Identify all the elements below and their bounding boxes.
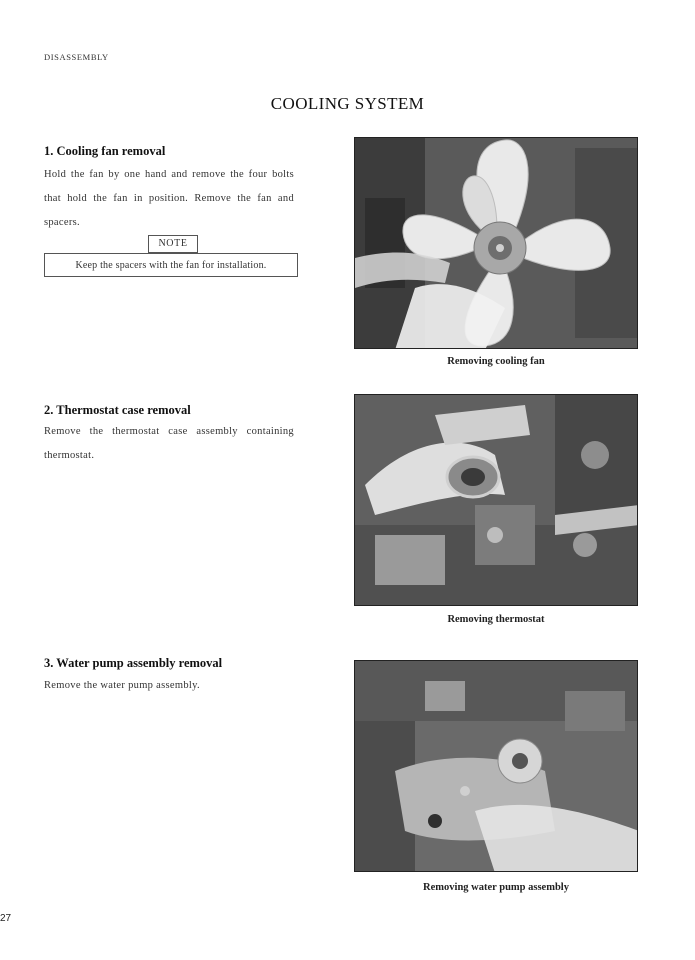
section-3-text: Remove the water pump assembly. [44,680,200,691]
photo-caption-thermostat: Removing thermostat [447,614,545,625]
thermostat-photo [354,394,638,606]
cooling-fan-photo [354,137,638,349]
photo-caption-water-pump: Removing water pump assembly [423,882,569,893]
note-box: Keep the spacers with the fan for installation. [44,253,298,277]
section-3-heading: 3. Water pump assembly removal [44,656,223,670]
section-header: DISASSEMBLY [44,52,109,62]
water-pump-photo [354,660,638,872]
note-label: NOTE [148,235,198,253]
section-1-text: Hold the fan by one hand and remove the four bolts that hold the fan in position. Remove the fan and spacers. [44,169,294,228]
page-title: COOLING SYSTEM [270,94,425,113]
section-1-heading: 1. Cooling fan removal [44,144,166,158]
page-number: 27 [0,913,12,924]
section-2-text: Remove the thermostat case assembly containing thermostat. [44,426,294,461]
photo-caption-fan: Removing cooling fan [447,356,545,367]
section-2-heading: 2. Thermostat case removal [44,403,191,417]
